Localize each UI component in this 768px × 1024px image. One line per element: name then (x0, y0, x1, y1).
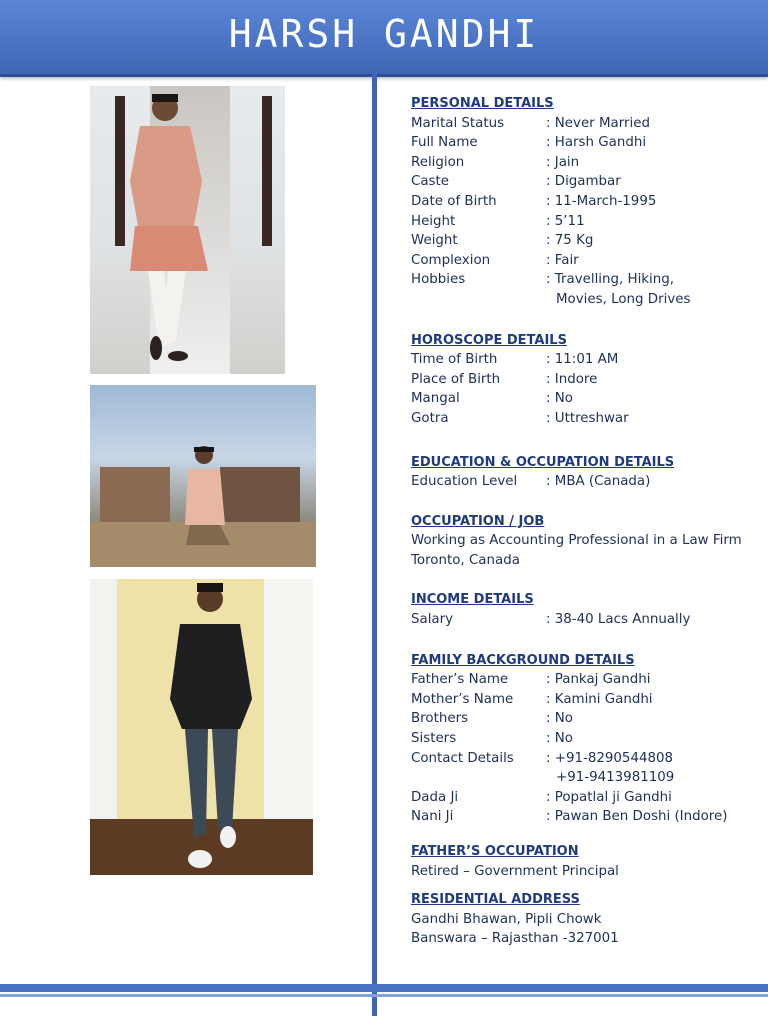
footer-band (0, 984, 768, 992)
section-personal (411, 94, 751, 310)
detail-value: : Kamini Gandhi (546, 691, 653, 707)
occupation-line: Working as Accounting Professional in a Law Firm (411, 533, 742, 549)
detail-value: : Pankaj Gandhi (546, 672, 651, 688)
section-occupation (411, 512, 751, 571)
detail-label: Sisters (411, 731, 457, 747)
detail-label: Brothers (411, 711, 469, 727)
detail-row (411, 670, 751, 690)
detail-value: : Jain (546, 154, 580, 170)
detail-label: Religion (411, 154, 465, 170)
section-family (411, 651, 751, 827)
detail-row (411, 212, 751, 232)
detail-row (411, 409, 751, 429)
detail-label: Marital Status (411, 115, 505, 131)
detail-value: : No (546, 711, 573, 727)
section-horoscope (411, 331, 751, 429)
page-title: HARSH GANDHI (228, 12, 540, 56)
detail-label: Caste (411, 174, 450, 190)
detail-row (411, 350, 751, 370)
person-figure-outdoor (90, 385, 316, 567)
section-income (411, 590, 751, 629)
occupation-line: Toronto, Canada (411, 552, 520, 568)
detail-value: : Fair (546, 252, 579, 268)
header-banner (0, 0, 768, 77)
detail-row (411, 172, 751, 192)
detail-row (411, 133, 751, 153)
detail-value: : Uttreshwar (546, 410, 629, 426)
detail-value: : Travelling, Hiking, (546, 272, 675, 288)
section-title: FATHER’S OCCUPATION (411, 844, 579, 859)
detail-row (411, 610, 751, 630)
detail-row (411, 251, 751, 271)
photo-outdoor (90, 385, 316, 567)
detail-label: Full Name (411, 135, 478, 151)
photo-kurta (90, 86, 285, 374)
detail-value: : 38-40 Lacs Annually (546, 612, 691, 628)
detail-label: Father’s Name (411, 672, 509, 688)
detail-label: Gotra (411, 410, 449, 426)
detail-value: : 11:01 AM (546, 352, 619, 368)
detail-row (411, 472, 751, 492)
detail-label: Time of Birth (411, 352, 498, 368)
hobbies-continuation: Movies, Long Drives (556, 291, 691, 307)
detail-label: Weight (411, 233, 458, 249)
person-figure (90, 86, 285, 374)
detail-row (411, 690, 751, 710)
detail-label: Salary (411, 612, 454, 628)
detail-value: : Harsh Gandhi (546, 135, 647, 151)
detail-value: : Indore (546, 371, 598, 387)
section-title: PERSONAL DETAILS (411, 96, 554, 111)
section-address (411, 890, 751, 949)
address-line: Banswara – Rajasthan -327001 (411, 931, 619, 947)
detail-row (411, 729, 751, 749)
section-title: HOROSCOPE DETAILS (411, 332, 567, 348)
detail-value: : 75 Kg (546, 233, 594, 249)
detail-value: : Pawan Ben Doshi (Indore) (546, 809, 728, 825)
person-figure-formal (90, 579, 313, 875)
detail-label: Height (411, 213, 456, 229)
biodata-content (411, 94, 751, 949)
detail-row (411, 709, 751, 729)
detail-row (411, 270, 751, 290)
contact-continuation: +91-9413981109 (556, 770, 675, 786)
detail-row (411, 370, 751, 390)
detail-label: Education Level (411, 474, 518, 490)
detail-label: Place of Birth (411, 371, 501, 387)
detail-row (411, 114, 751, 134)
detail-row (411, 389, 751, 409)
detail-label: Mother’s Name (411, 691, 514, 707)
detail-value: : Digambar (546, 174, 621, 190)
section-title: FAMILY BACKGROUND DETAILS (411, 652, 635, 668)
detail-row (411, 807, 751, 827)
detail-row (411, 749, 751, 769)
detail-value: : MBA (Canada) (546, 474, 651, 490)
detail-label: Contact Details (411, 750, 514, 766)
address-line: Gandhi Bhawan, Pipli Chowk (411, 911, 602, 927)
detail-row (411, 231, 751, 251)
detail-label: Hobbies (411, 272, 466, 288)
section-father-occupation (411, 842, 751, 881)
detail-row (411, 192, 751, 212)
detail-label: Dada Ji (411, 789, 459, 805)
father-occupation-line: Retired – Government Principal (411, 863, 619, 879)
detail-value: : Never Married (546, 115, 650, 131)
detail-value: : No (546, 391, 573, 407)
detail-label: Mangal (411, 391, 460, 407)
detail-value: : +91-8290544808 (546, 750, 674, 766)
section-title: RESIDENTIAL ADDRESS (411, 892, 580, 908)
section-education (411, 453, 751, 492)
section-title: EDUCATION & OCCUPATION DETAILS (411, 454, 675, 470)
detail-label: Complexion (411, 252, 491, 268)
detail-label: Nani Ji (411, 809, 454, 825)
section-title: INCOME DETAILS (411, 592, 534, 608)
detail-row (411, 788, 751, 808)
detail-row (411, 153, 751, 173)
detail-label: Date of Birth (411, 193, 497, 209)
detail-value: : No (546, 731, 573, 747)
detail-value: : 5’11 (546, 213, 585, 229)
footer-band-thin (0, 994, 768, 997)
detail-value: : Popatlal ji Gandhi (546, 789, 672, 805)
detail-value: : 11-March-1995 (546, 193, 657, 209)
section-title: OCCUPATION / JOB (411, 513, 545, 529)
vertical-divider (372, 74, 377, 1016)
photo-formal (90, 579, 313, 875)
